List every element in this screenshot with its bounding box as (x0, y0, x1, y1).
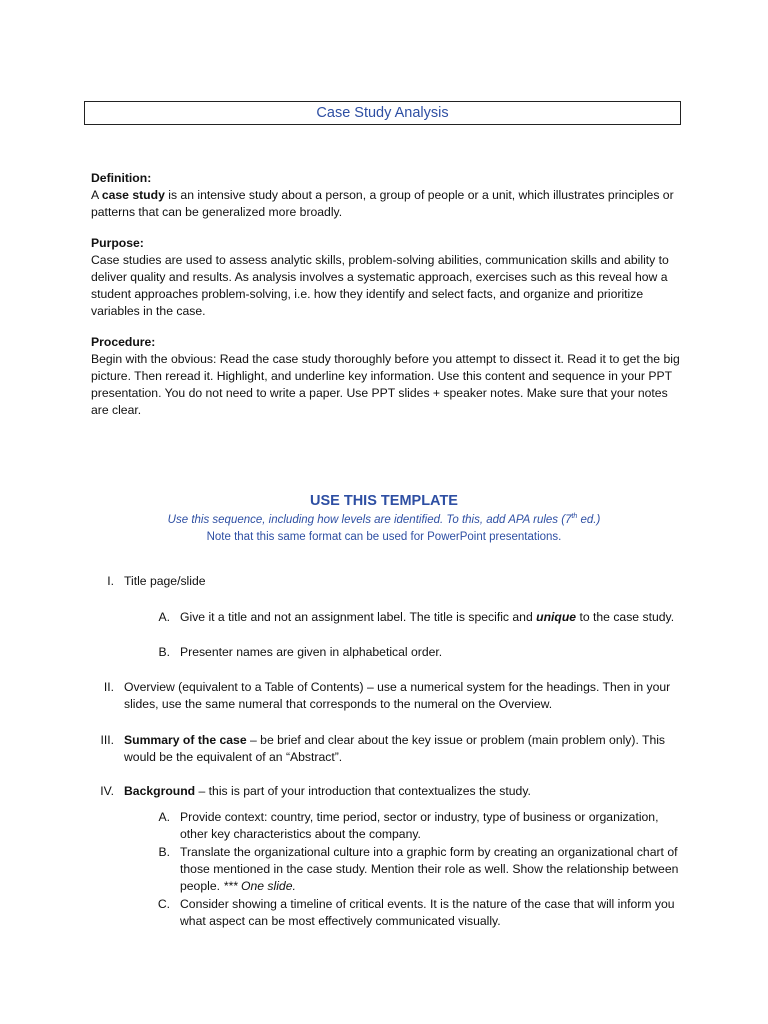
outline-numeral: III. (100, 733, 114, 747)
procedure-text: Begin with the obvious: Read the case study thoroughly before you attempt to dissect it. Read it to get the big picture. Then reread it. Highlight, and underline key information. Use this content and sequence in your PPT presentation. You do not need to write a paper. Use PPT slides + speaker notes. Make sure that your notes are clear. (91, 352, 680, 417)
definition-body: is an intensive study about a person, a group of people or a unit, which illustrates principles or patterns that can be generalized more broadly. (91, 188, 674, 219)
purpose-section (91, 235, 687, 320)
outline-bold-term: Summary of the case (124, 733, 247, 747)
procedure-heading: Procedure: (91, 335, 156, 349)
outline-text: Provide context: country, time period, sector or industry, type of business or organization, other key characteristics about the company. (180, 810, 659, 841)
outline-text (180, 609, 680, 626)
outline-text-part: to the case study. (576, 610, 675, 624)
template-note-1 (84, 512, 684, 529)
outline-numeral: I. (107, 574, 114, 588)
template-note-1-sup: th (571, 513, 578, 521)
definition-heading: Definition: (91, 171, 152, 185)
outline-emphasis: unique (536, 610, 577, 624)
outline-text: Consider showing a timeline of critical events. It is the nature of the case that will inform you what aspect can be most effectively communicated visually. (180, 897, 675, 928)
procedure-section (91, 334, 687, 419)
outline-text: Title page/slide (124, 574, 206, 588)
purpose-text: Case studies are used to assess analytic skills, problem-solving abilities, communication skills and ability to deliver quality and results. As analysis involves a systematic approach, exercises such as this reveal how a student approaches problem-solving, i.e. how they identify and select facts, and organize and prioritize variables in the case. (91, 253, 669, 318)
outline-text-part: Translate the organizational culture into a graphic form by creating an organizational chart of those mentioned in the case study. Mention their role as well. Show the relationship between people. (180, 845, 679, 893)
purpose-heading: Purpose: (91, 236, 144, 250)
template-note-2: Note that this same format can be used for PowerPoint presentations. (206, 531, 562, 543)
outline-text-part: Give it a title and not an assignment label. The title is specific and (180, 610, 537, 624)
outline-bold-term: Background (124, 784, 196, 798)
outline-text (124, 732, 684, 766)
outline-letter: A. (158, 810, 170, 824)
document-title: Case Study Analysis (84, 101, 681, 125)
outline-text-part: – this is part of your introduction that contextualizes the study. (195, 784, 531, 798)
outline-numeral: II. (103, 680, 114, 694)
definition-term: case study (101, 188, 165, 202)
definition-text (91, 187, 687, 221)
definition-prefix: A (91, 188, 102, 202)
outline-text: Presenter names are given in alphabetical order. (180, 645, 443, 659)
outline-text-part: – be brief and clear about the key issue or problem (main problem only). This would be the equivalent of an “Abstract”. (124, 733, 666, 764)
outline-letter: A. (158, 610, 170, 624)
template-title: USE THIS TEMPLATE (310, 493, 458, 509)
template-note-1-end: ed.) (577, 514, 601, 526)
outline-text (124, 783, 684, 800)
outline-letter: C. (157, 897, 170, 911)
definition-section (91, 170, 687, 221)
outline-text (180, 844, 680, 895)
template-note-1-text: Use this sequence, including how levels are identified. To this, add APA rules (7 (167, 514, 572, 526)
outline-text: Overview (equivalent to a Table of Contents) – use a numerical system for the headings. Then in your slides, use the same numeral that corresponds to the numeral on the Overview. (124, 680, 671, 711)
outline-letter: B. (158, 645, 170, 659)
outline-numeral: IV. (100, 784, 114, 798)
outline-emphasis: *** One slide. (223, 879, 296, 893)
outline-letter: B. (158, 845, 170, 859)
